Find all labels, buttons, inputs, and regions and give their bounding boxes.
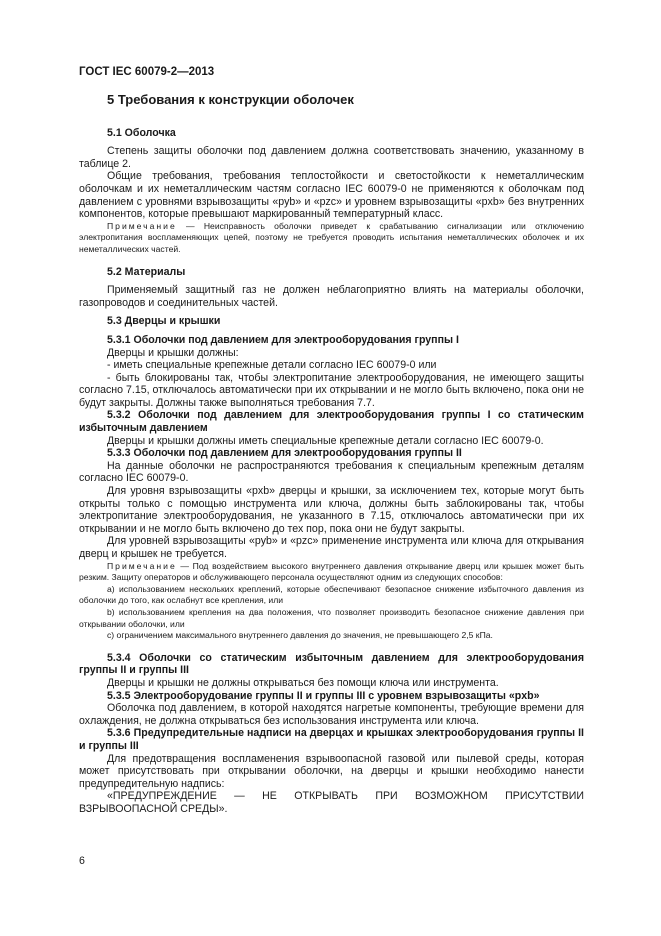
subsection-5-3-5-title: 5.3.5 Электрооборудование группы II и группы III с уровнем взрывозащиты «pxb» <box>107 689 540 702</box>
note <box>79 221 584 256</box>
note-text: — Под воздействием высокого внутреннего давления открывание дверц или крышек может быть резким. Защиту операторов и обслуживающего персонала осуществляют одним из следующих способов: <box>79 560 585 583</box>
subsection-5-3-title: 5.3 Дверцы и крышки <box>107 315 221 328</box>
page-number: 6 <box>79 855 85 867</box>
note-item-c: c) ограничением максимального внутреннего давления до значения, не превышающего 2,5 кПа. <box>107 630 493 641</box>
paragraph: Для предотвращения воспламенения взрывоопасной газовой или пылевой среды, которая может присутствовать при открывании оболочки, на дверцы и крышки необходимо нанести предупредительную надпись: <box>79 752 584 790</box>
section-title: 5 Требования к конструкции оболочек <box>107 92 354 107</box>
subsection-5-3-2-title: 5.3.2 Оболочки под давлением для электрооборудования группы I со статическим избыточным давлением <box>79 409 584 435</box>
subsection-5-3-4-title: 5.3.4 Оболочки со статическим избыточным давлением для электрооборудования группы II и группы III <box>79 651 584 677</box>
subsection-5-2-title: 5.2 Материалы <box>107 265 186 278</box>
document-code-header: ГОСТ IEC 60079-2—2013 <box>79 66 215 78</box>
list-item: - быть блокированы так, чтобы электропитание электрооборудования, не имеющего защиты согласно 7.15, отключалось автоматически при их открывании и не могло быть включено, пока они не будут закрыты. Должны также выполняться требования 7.7. <box>79 371 584 409</box>
subsection-5-3-1-title: 5.3.1 Оболочки под давлением для электрооборудования группы I <box>107 333 459 346</box>
note <box>79 561 584 584</box>
paragraph: Для уровня взрывозащиты «pxb» дверцы и крышки, за исключением тех, которые могут быть открыты только с помощью инструмента или ключа, должны быть заблокированы так, чтобы электропитание электрооборудования, не указанного в 7.15, отключалось автоматически при их открывании и не могло быть включено до тех пор, пока они не будут закрыты. <box>79 485 584 535</box>
paragraph: Для уровней взрывозащиты «pyb» и «pzc» применение инструмента или ключа для открывания дверц и крышек не требуется. <box>79 535 584 560</box>
note-item-a: a) использованием нескольких креплений, которые обеспечивают безопасное снижение избыточного давления из оболочки до того, как ослабнут все крепления, или <box>79 583 584 606</box>
subsection-5-3-3-title: 5.3.3 Оболочки под давлением для электрооборудования группы II <box>107 447 462 460</box>
subsection-5-3-6-title: 5.3.6 Предупредительные надписи на дверцах и крышках электрооборудования группы II и группы III <box>79 727 584 752</box>
paragraph: На данные оболочки не распространяются требования к специальным крепежным деталям согласно IEC 60079-0. <box>79 459 584 485</box>
list-item: - иметь специальные крепежные детали согласно IEC 60079-0 или <box>107 359 437 372</box>
warning-text: «ПРЕДУПРЕЖДЕНИЕ — НЕ ОТКРЫВАТЬ ПРИ ВОЗМОЖНОМ ПРИСУТСТВИИ ВЗРЫВООПАСНОЙ СРЕДЫ». <box>79 790 584 815</box>
paragraph: Оболочка под давлением, в которой находятся нагретые компоненты, требующие времени для охлаждения, не должна открываться без использования инструмента или ключа. <box>79 702 584 727</box>
note-item-b: b) использованием крепления на два положения, что позволяет производить безопасное снижение давления при открывании оболочки, или <box>79 606 584 629</box>
paragraph: Общие требования, требования теплостойкости и светостойкости к неметаллическим оболочкам и их неметаллическим частям согласно IEC 60079-0 не применяются к оболочкам под давлением с уровнями взрывозащиты «pyb» и «pzc» и уровнем взрывозащиты «pxb» без внутренних компонентов, которые превышают маркированный температурный класс. <box>79 170 584 221</box>
paragraph: Дверцы и крышки не должны открываться без помощи ключа или инструмента. <box>107 676 499 689</box>
note-label: Примечание <box>107 560 177 571</box>
paragraph: Степень защиты оболочки под давлением должна соответствовать значению, указанному в таблице 2. <box>79 145 584 170</box>
note-text: — Неисправность оболочки приведет к срабатыванию сигнализации или отключению электропитания воспламеняющих цепей, поэтому не требуется проводить испытания неметаллических оболочек и их неметаллических частей. <box>79 220 584 254</box>
subsection-5-1-title: 5.1 Оболочка <box>107 126 176 139</box>
document-body <box>79 94 584 815</box>
note-label: Примечание <box>107 220 177 231</box>
paragraph: Применяемый защитный газ не должен неблагоприятно влиять на материалы оболочки, газопроводов и соединительных частей. <box>79 284 584 309</box>
paragraph: Дверцы и крышки должны иметь специальные крепежные детали согласно IEC 60079-0. <box>107 434 544 447</box>
paragraph: Дверцы и крышки должны: <box>107 346 239 359</box>
